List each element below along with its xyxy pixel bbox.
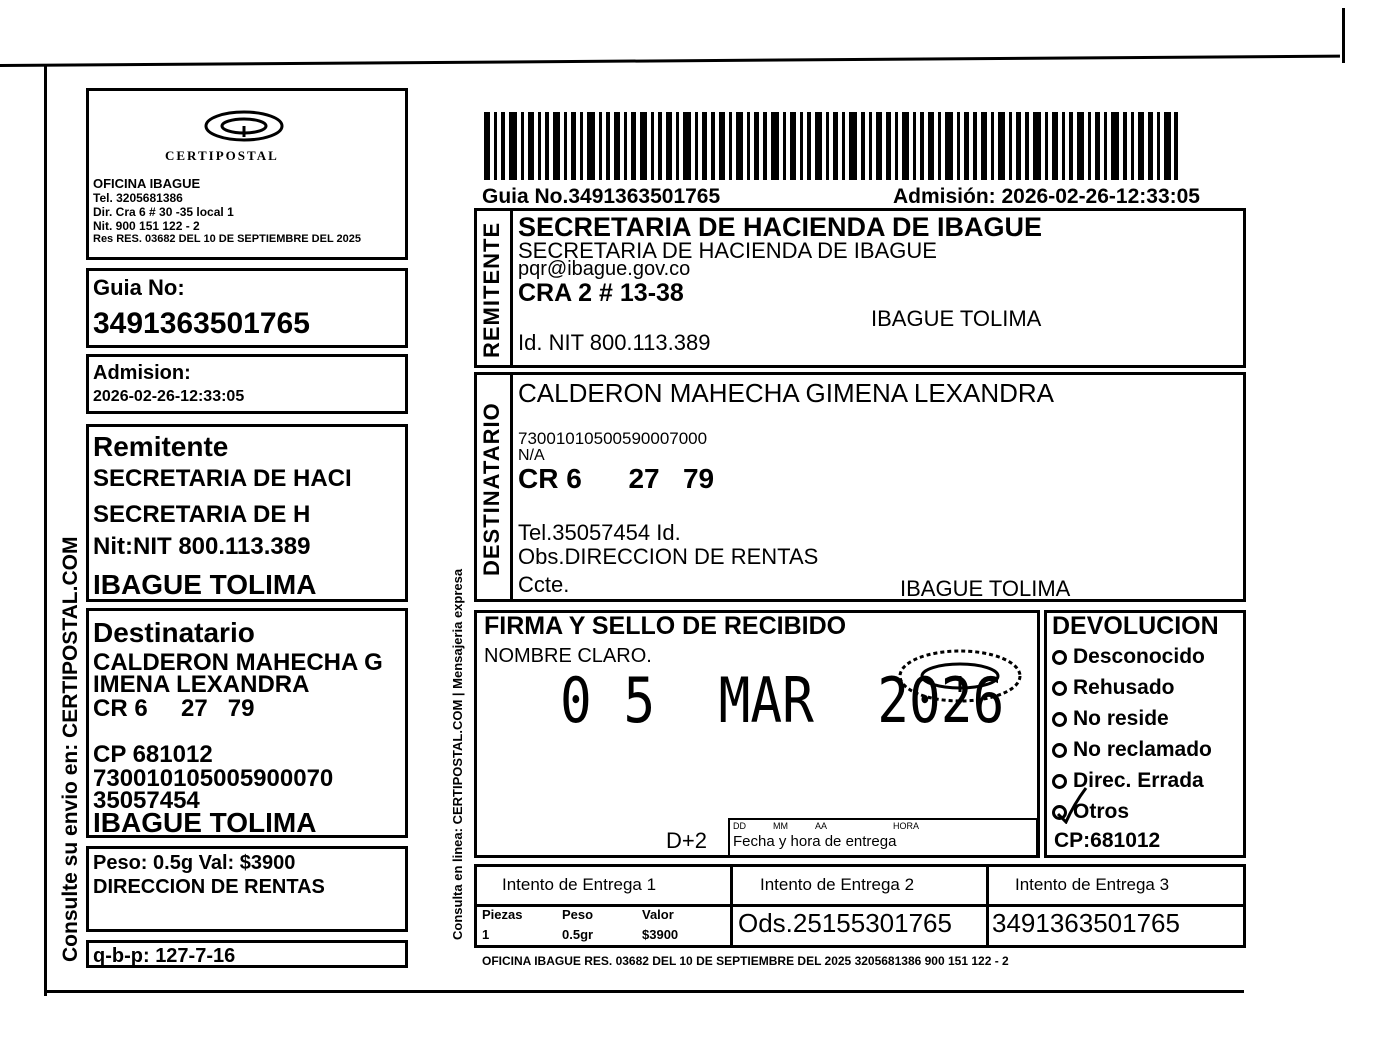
peso-box: [86, 846, 408, 932]
admision-box: [86, 354, 408, 414]
peso-val: Peso: 0.5g Val: $3900: [93, 852, 296, 874]
destinatario-left-line1: CALDERON MAHECHA G: [93, 649, 383, 676]
devolucion-title: DEVOLUCION: [1052, 612, 1219, 640]
destinatario-left-city: IBAGUE TOLIMA: [93, 807, 317, 838]
destinatario-address: CR 6 27 79: [518, 463, 715, 494]
remitente-email: pqr@ibague.gov.co: [518, 258, 691, 280]
page-border-left: [44, 66, 47, 996]
destinatario-tab-divider: [510, 372, 513, 602]
devolucion-cp: CP:681012: [1054, 829, 1161, 852]
destinatario-city: IBAGUE TOLIMA: [900, 576, 1071, 601]
firma-dplus: D+2: [666, 828, 707, 853]
peso-obs: DIRECCION DE RENTAS: [93, 876, 325, 898]
destinatario-name: CALDERON MAHECHA GIMENA LEXANDRA: [518, 378, 1055, 408]
piezas-value: 1: [482, 927, 490, 942]
destinatario-left-line2: IMENA LEXANDRA: [93, 671, 310, 698]
remitente-tab-divider: [510, 208, 513, 368]
remitente-city: IBAGUE TOLIMA: [871, 306, 1042, 331]
intento-2: Intento de Entrega 2: [760, 875, 915, 894]
admision-value: 2026-02-26-12:33:05: [93, 388, 245, 405]
office-res: Res RES. 03682 DEL 10 DE SEPTIEMBRE DEL 2025: [93, 233, 361, 245]
destinatario-tab: DESTINATARIO: [479, 402, 504, 576]
remitente-address: CRA 2 # 13-38: [518, 279, 684, 307]
radio-icon: [1052, 743, 1067, 758]
ods-number: Ods.25155301765: [738, 908, 952, 938]
date-stamp: 0 5 MAR 2026: [560, 664, 1005, 737]
peso-label: Peso: [562, 907, 594, 922]
destinatario-left-phone: 35057454: [93, 787, 200, 814]
remitente-left-line2: SECRETARIA DE H: [93, 501, 311, 528]
office-tel: Tel. 3205681386: [93, 191, 183, 205]
devolucion-option-direc-errada[interactable]: Direc. Errada: [1052, 770, 1204, 791]
radio-icon: [1052, 681, 1067, 696]
guia-box: [86, 268, 408, 348]
intento-1: Intento de Entrega 1: [502, 875, 657, 894]
remitente-name2: SECRETARIA DE HACIENDA DE IBAGUE: [518, 238, 937, 263]
remitente-left-nit: Nit:NIT 800.113.389: [93, 533, 311, 560]
intentos-vdivider-1: [730, 864, 733, 948]
bottom-guia-number: 3491363501765: [992, 908, 1180, 938]
office-nit: Nit. 900 151 122 - 2: [93, 219, 200, 233]
logo-brand: CERTIPOSTAL: [165, 148, 279, 163]
destinatario-tel: Tel.35057454 Id.: [518, 520, 681, 545]
devolucion-option-otros[interactable]: Otros: [1052, 801, 1129, 822]
fecha-mm: MM: [773, 821, 788, 831]
remitente-left-box: [86, 424, 408, 602]
barcode: [484, 112, 1178, 180]
radio-icon: [1052, 712, 1067, 727]
destinatario-left-code: 73001010500590007​0: [93, 765, 334, 792]
guia-number: 3491363501765: [93, 307, 310, 340]
office-box: [86, 88, 408, 260]
intentos-vdivider-2: [986, 864, 989, 948]
devolucion-option-desconocido[interactable]: Desconocido: [1052, 646, 1205, 667]
destinatario-na: N/A: [518, 447, 545, 464]
devolucion-option-no-reside[interactable]: No reside: [1052, 708, 1169, 729]
header-admision: Admisión: 2026-02-26-12:33:05: [893, 185, 1200, 208]
checkmark-icon: [1054, 784, 1088, 824]
qbp-box: [86, 940, 408, 968]
intento-3: Intento de Entrega 3: [1015, 875, 1170, 894]
remitente-left-label: Remitente: [93, 431, 229, 462]
firma-nombre: NOMBRE CLARO.: [484, 645, 652, 667]
destinatario-left-box: [86, 608, 408, 838]
remitente-left-line1: SECRETARIA DE HACI: [93, 465, 352, 492]
admision-label: Admision:: [93, 362, 191, 384]
valor-label: Valor: [642, 907, 674, 922]
devolucion-option-rehusado[interactable]: Rehusado: [1052, 677, 1175, 698]
remitente-name: SECRETARIA DE HACIENDA DE IBAGUE: [518, 212, 1043, 242]
destinatario-left-cp: CP 681012: [93, 741, 213, 768]
left-side-text: Consulte su envio en: CERTIPOSTAL.COM: [59, 536, 82, 962]
footer-line: OFICINA IBAGUE RES. 03682 DEL 10 DE SEPTIEMBRE DEL 2025 3205681386 900 151 122 - 2: [482, 954, 1009, 968]
remitente-left-city: IBAGUE TOLIMA: [93, 569, 317, 600]
radio-icon: [1052, 650, 1067, 665]
certipostal-logo: [199, 105, 289, 147]
destinatario-left-line3: CR 6 27 79: [93, 695, 255, 722]
peso-value: 0.5gr: [562, 927, 594, 942]
fecha-aa: AA: [815, 821, 828, 831]
guia-label: Guia No:: [93, 275, 185, 300]
page-border-bottom: [44, 990, 1244, 993]
valor-value: $3900: [642, 927, 679, 942]
devolucion-option-no-reclamado[interactable]: No reclamado: [1052, 739, 1212, 760]
destinatario-left-label: Destinatario: [93, 617, 255, 648]
page-border-right: [1342, 8, 1345, 63]
firma-title: FIRMA Y SELLO DE RECIBIDO: [484, 612, 847, 640]
page-border-top: [0, 55, 1340, 67]
office-dir: Dir. Cra 6 # 30 -35 local 1: [93, 205, 234, 219]
office-name: OFICINA IBAGUE: [93, 176, 201, 191]
stamp-logo: [895, 646, 1025, 706]
fecha-hora: HORA: [893, 821, 920, 831]
remitente-id: Id. NIT 800.113.389: [518, 330, 711, 355]
header-guia: Guia No.3491363501765: [482, 185, 721, 208]
middle-side-text: Consulta en linea: CERTIPOSTAL.COM | Mensajeria expresa: [450, 568, 465, 940]
qbp-value: q-b-p: 127-7-16: [93, 945, 236, 967]
remitente-tab: REMITENTE: [479, 221, 504, 358]
destinatario-ccte: Ccte.: [518, 572, 570, 597]
fecha-dd: DD: [733, 821, 746, 831]
destinatario-code: 73001010500590007000: [518, 429, 708, 448]
fecha-caption: Fecha y hora de entrega: [733, 833, 897, 850]
piezas-label: Piezas: [482, 907, 523, 922]
destinatario-obs: Obs.DIRECCION DE RENTAS: [518, 544, 819, 569]
